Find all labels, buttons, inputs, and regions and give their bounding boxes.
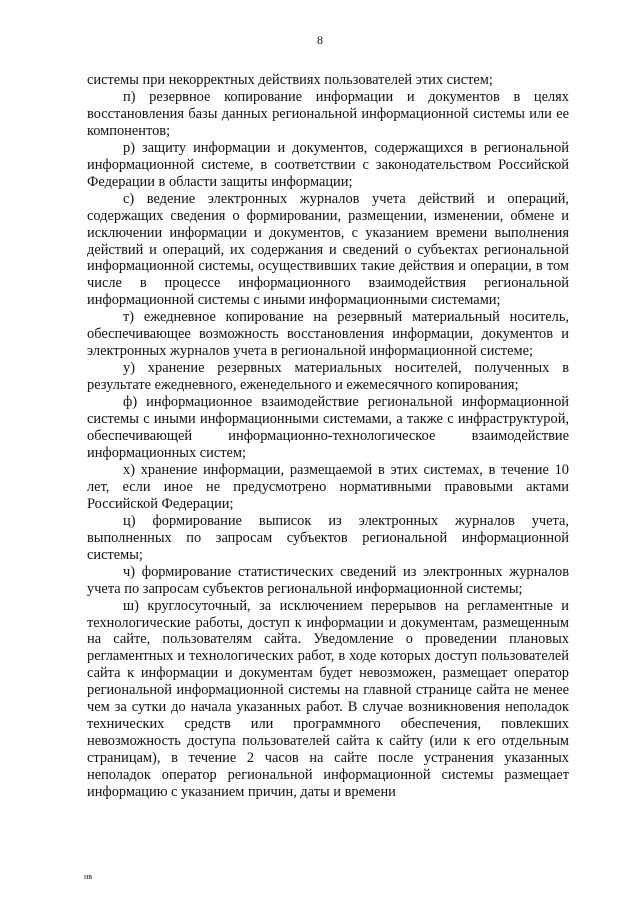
list-item-t: т) ежедневное копирование на резервный материальный носитель, обеспечивающее возможность восстановления информации, документов и электронных журналов учета в региональной информационной системе; [87,309,569,360]
list-item-u: у) хранение резервных материальных носителей, полученных в результате ежедневного, еженедельного и ежемесячного копирования; [87,360,569,394]
page-number: 8 [317,33,323,47]
footer-mark: нв [84,872,93,881]
paragraph-continuation: системы при некорректных действиях пользователей этих систем; [87,72,493,88]
list-item-s: с) ведение электронных журналов учета действий и операций, содержащих сведения о формировании, размещении, изменении, обмене и исключении информации и документов, с указанием времени выполнения действий и операций, их содержания и сведений о субъектах региональной информационной системы, осуществивших такие действия и операции, в том числе в процессе информационного взаимодействия региональной информационной системы с иными информационными системами; [87,190,569,309]
list-item-sh: ш) круглосуточный, за исключением перерывов на регламентные и технологические работы, доступ к информации и документам, размещенным на сайте, пользователям сайта. Уведомление о проведении плановых регламентных и технологических работ, в ходе которых доступ пользователей сайта к информации и документам будет невозможен, размещает оператор региональной информационной системы на главной странице сайта не менее чем за сутки до начала указанных работ. В случае возникновения неполадок технических средств или программного обеспечения, повлекших невозможность доступа пользователей сайта к сайту (или к его отдельным страницам), в течение 2 часов на сайте после устранения указанных неполадок оператор региональной информационной системы размещает информацию с указанием причин, даты и времени [87,597,569,801]
list-item-ch: ч) формирование статистических сведений из электронных журналов учета по запросам субъектов региональной информационной системы; [87,563,569,597]
list-item-r: р) защиту информации и документов, содержащихся в региональной информационной системе, в соответствии с законодательством Российской Федерации в области защиты информации; [87,139,569,190]
document-body [87,72,569,801]
list-item-p: п) резервное копирование информации и документов в целях восстановления базы данных региональной информационной системы или ее компонентов; [87,88,569,139]
list-item-f: ф) информационное взаимодействие региональной информационной системы с иными информационными системами, а также с инфраструктурой, обеспечивающей информационно-технологическое взаимодействие информационных систем; [87,394,569,461]
list-item-kh: х) хранение информации, размещаемой в этих системах, в течение 10 лет, если иное не предусмотрено нормативными правовыми актами Российской Федерации; [87,461,569,512]
list-item-ts: ц) формирование выписок из электронных журналов учета, выполненных по запросам субъектов региональной информационной системы; [87,512,569,563]
